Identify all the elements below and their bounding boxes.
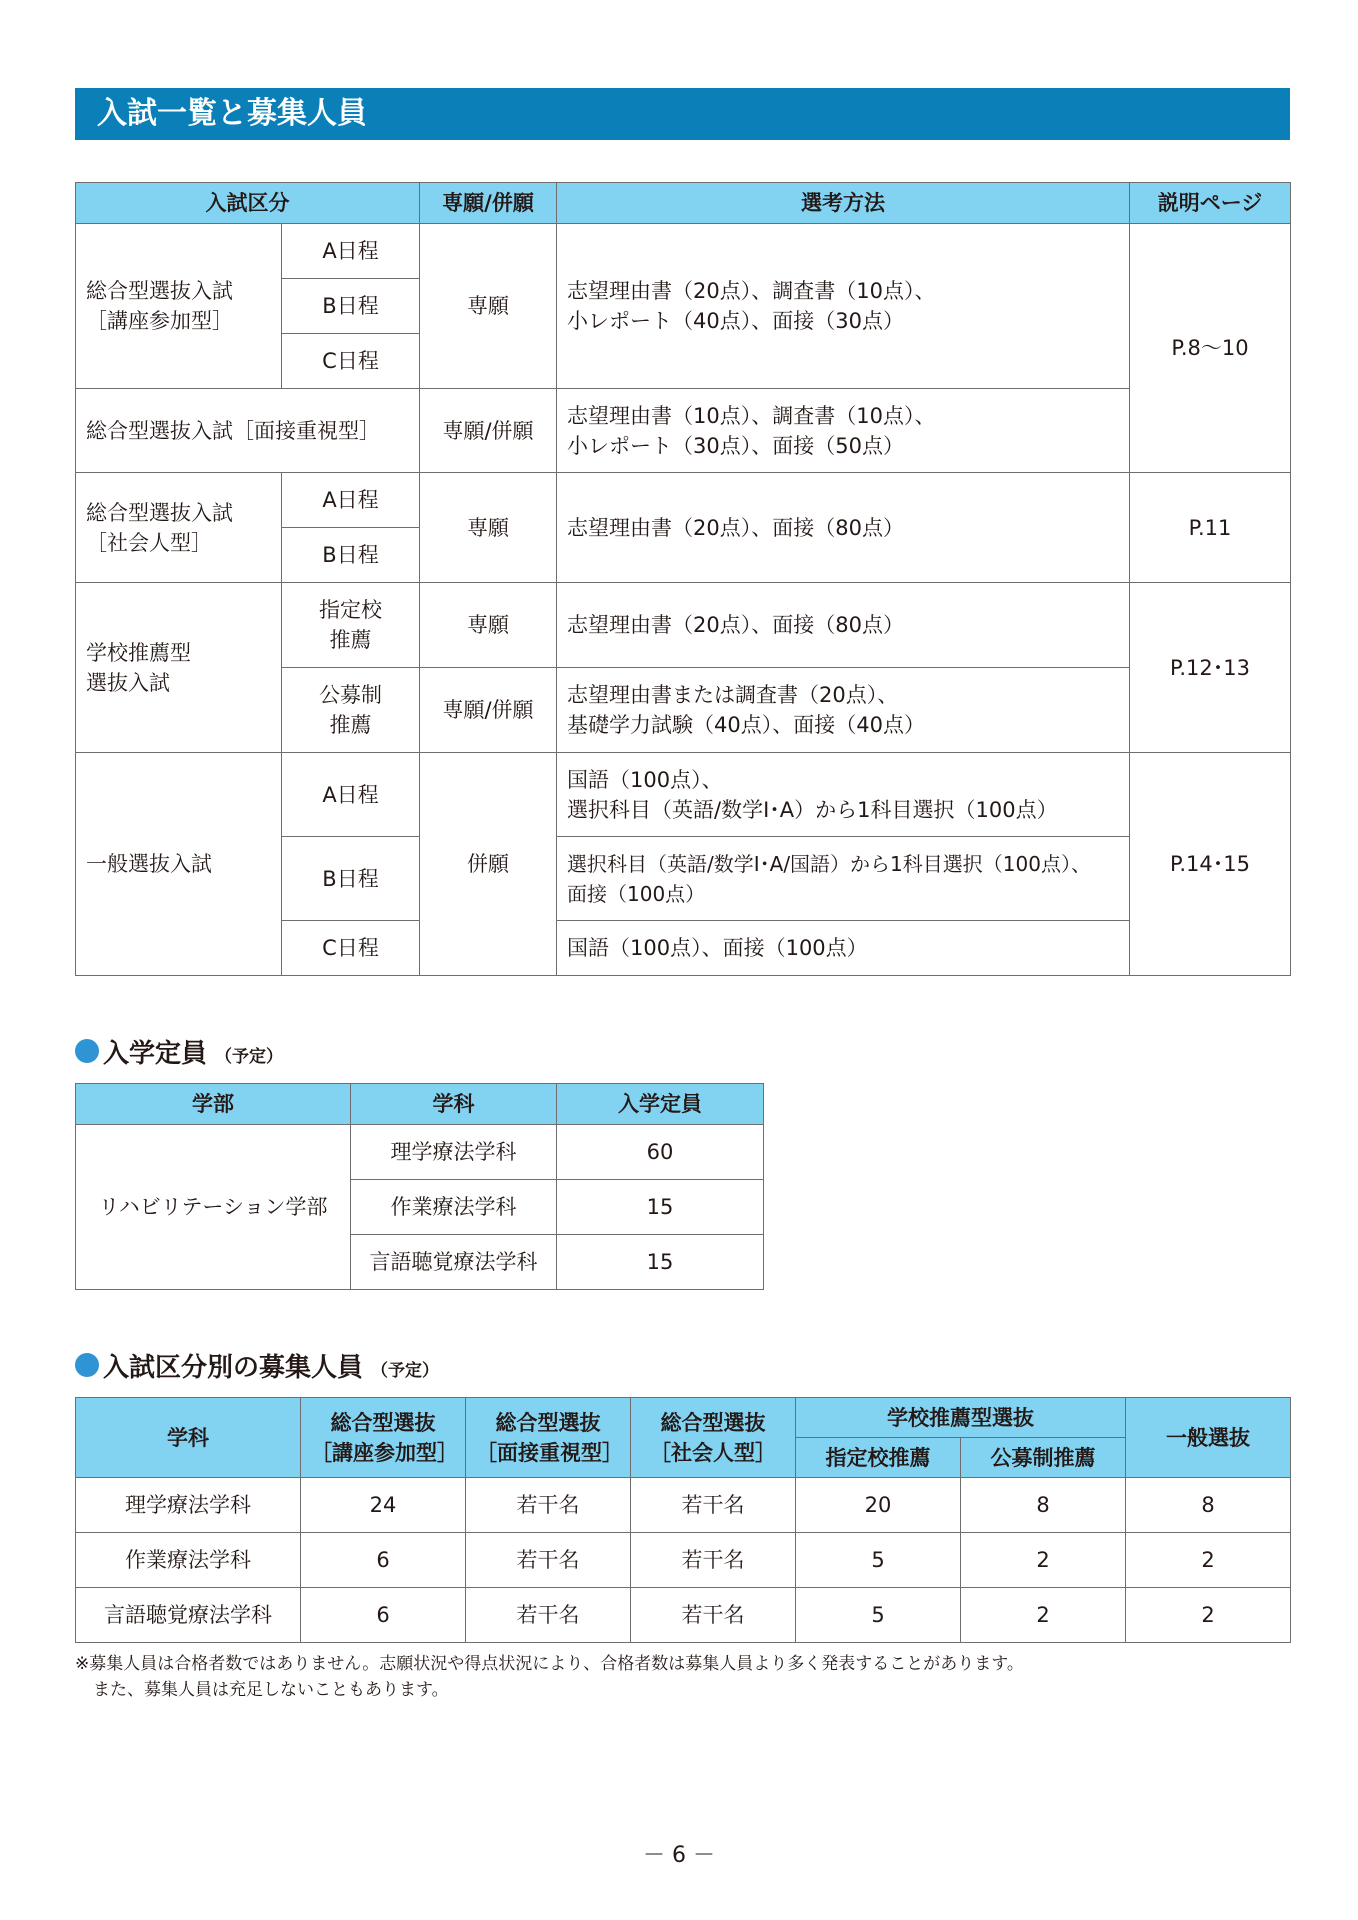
schedule-cell: B日程 bbox=[282, 837, 420, 921]
capacity-cell: 15 bbox=[557, 1235, 764, 1290]
department-cell: 作業療法学科 bbox=[351, 1180, 557, 1235]
application-type-cell: 併願 bbox=[420, 753, 557, 976]
application-type-cell: 専願 bbox=[420, 473, 557, 583]
page-number: － 6 － bbox=[643, 1843, 715, 1868]
schedule-cell: 指定校 推薦 bbox=[282, 583, 420, 668]
table-row bbox=[76, 473, 1291, 528]
recruit-table bbox=[75, 1397, 1291, 1643]
schedule-cell: B日程 bbox=[282, 528, 420, 583]
capacity-table bbox=[75, 1083, 764, 1290]
value-cell: 5 bbox=[796, 1588, 961, 1643]
value-cell: 2 bbox=[961, 1533, 1126, 1588]
value-cell: 若干名 bbox=[631, 1478, 796, 1533]
value-cell: 若干名 bbox=[631, 1588, 796, 1643]
selection-method-cell: 国語（100点）、面接（100点） bbox=[557, 921, 1130, 976]
info-page-cell: P.14･15 bbox=[1130, 753, 1291, 976]
value-cell: 8 bbox=[1126, 1478, 1291, 1533]
value-cell: 6 bbox=[301, 1533, 466, 1588]
info-page-cell: P.11 bbox=[1130, 473, 1291, 583]
schedule-cell: B日程 bbox=[282, 279, 420, 334]
footnote: ※募集人員は合格者数ではありません。志願状況や得点状況により、合格者数は募集人員より多く発表することがあります。 また、募集人員は充足しないこともあります。 bbox=[75, 1654, 1024, 1700]
header-application-type: 専願/併願 bbox=[420, 183, 557, 224]
selection-method-cell: 選択科目（英語/数学Ⅰ･A/国語）から1科目選択（100点）、 面接（100点） bbox=[557, 837, 1130, 921]
bullet-dot-icon bbox=[75, 1353, 99, 1377]
value-cell: 若干名 bbox=[466, 1478, 631, 1533]
header-info-page: 説明ページ bbox=[1130, 183, 1291, 224]
capacity-heading: 入学定員 （予定） bbox=[75, 1034, 283, 1068]
header-department: 学科 bbox=[351, 1084, 557, 1125]
header-capacity: 入学定員 bbox=[557, 1084, 764, 1125]
selection-method-cell: 志望理由書（10点）、調査書（10点）、 小レポート（30点）、面接（50点） bbox=[557, 389, 1130, 473]
value-cell: 6 bbox=[301, 1588, 466, 1643]
application-type-cell: 専願 bbox=[420, 583, 557, 668]
header-sogo-koza: 総合型選抜 ［講座参加型］ bbox=[301, 1398, 466, 1478]
value-cell: 2 bbox=[1126, 1533, 1291, 1588]
schedule-cell: C日程 bbox=[282, 921, 420, 976]
table-row bbox=[76, 1588, 1291, 1643]
table-header-row bbox=[76, 183, 1291, 224]
value-cell: 8 bbox=[961, 1478, 1126, 1533]
schedule-cell: A日程 bbox=[282, 473, 420, 528]
table-header-row bbox=[76, 1398, 1291, 1438]
value-cell: 24 bbox=[301, 1478, 466, 1533]
exam-category-cell: 総合型選抜入試 ［社会人型］ bbox=[76, 473, 282, 583]
value-cell: 2 bbox=[961, 1588, 1126, 1643]
exam-category-cell: 総合型選抜入試 ［講座参加型］ bbox=[76, 224, 282, 389]
selection-method-cell: 志望理由書（20点）、調査書（10点）、 小レポート（40点）、面接（30点） bbox=[557, 224, 1130, 389]
department-cell: 理学療法学科 bbox=[351, 1125, 557, 1180]
schedule-cell: C日程 bbox=[282, 334, 420, 389]
value-cell: 若干名 bbox=[631, 1533, 796, 1588]
value-cell: 20 bbox=[796, 1478, 961, 1533]
header-designated-school: 指定校推薦 bbox=[796, 1438, 961, 1478]
selection-method-cell: 志望理由書（20点）、面接（80点） bbox=[557, 473, 1130, 583]
info-page-cell: P.8～10 bbox=[1130, 224, 1291, 473]
value-cell: 5 bbox=[796, 1533, 961, 1588]
selection-method-cell: 志望理由書または調査書（20点）、 基礎学力試験（40点）、面接（40点） bbox=[557, 668, 1130, 753]
table-row bbox=[76, 1478, 1291, 1533]
bullet-dot-icon bbox=[75, 1039, 99, 1063]
table-row bbox=[76, 1125, 764, 1180]
header-sogo-mensetsu: 総合型選抜 ［面接重視型］ bbox=[466, 1398, 631, 1478]
schedule-cell: 公募制 推薦 bbox=[282, 668, 420, 753]
selection-method-cell: 国語（100点）、 選択科目（英語/数学Ⅰ･A）から1科目選択（100点） bbox=[557, 753, 1130, 837]
table-row bbox=[76, 753, 1291, 837]
header-selection-method: 選考方法 bbox=[557, 183, 1130, 224]
header-exam-category: 入試区分 bbox=[76, 183, 420, 224]
exam-category-cell: 学校推薦型 選抜入試 bbox=[76, 583, 282, 753]
table-row bbox=[76, 389, 1291, 473]
table-row bbox=[76, 1533, 1291, 1588]
value-cell: 若干名 bbox=[466, 1533, 631, 1588]
table-row bbox=[76, 583, 1291, 668]
department-cell: 言語聴覚療法学科 bbox=[76, 1588, 301, 1643]
application-type-cell: 専願/併願 bbox=[420, 668, 557, 753]
recruit-heading: 入試区分別の募集人員 （予定） bbox=[75, 1348, 439, 1382]
header-general: 一般選抜 bbox=[1126, 1398, 1291, 1478]
exam-category-cell: 一般選抜入試 bbox=[76, 753, 282, 976]
schedule-cell: A日程 bbox=[282, 753, 420, 837]
header-sogo-shakaijin: 総合型選抜 ［社会人型］ bbox=[631, 1398, 796, 1478]
selection-method-cell: 志望理由書（20点）、面接（80点） bbox=[557, 583, 1130, 668]
exam-list-table bbox=[75, 182, 1291, 976]
capacity-cell: 15 bbox=[557, 1180, 764, 1235]
application-type-cell: 専願 bbox=[420, 224, 557, 389]
table-header-row bbox=[76, 1084, 764, 1125]
value-cell: 若干名 bbox=[466, 1588, 631, 1643]
value-cell: 2 bbox=[1126, 1588, 1291, 1643]
department-cell: 作業療法学科 bbox=[76, 1533, 301, 1588]
department-cell: 理学療法学科 bbox=[76, 1478, 301, 1533]
faculty-cell: リハビリテーション学部 bbox=[76, 1125, 351, 1290]
header-school-recommendation: 学校推薦型選抜 bbox=[796, 1398, 1126, 1438]
table-row bbox=[76, 224, 1291, 279]
application-type-cell: 専願/併願 bbox=[420, 389, 557, 473]
page-title: 入試一覧と募集人員 bbox=[75, 88, 1290, 140]
header-public-recruitment: 公募制推薦 bbox=[961, 1438, 1126, 1478]
capacity-cell: 60 bbox=[557, 1125, 764, 1180]
info-page-cell: P.12･13 bbox=[1130, 583, 1291, 753]
header-faculty: 学部 bbox=[76, 1084, 351, 1125]
schedule-cell: A日程 bbox=[282, 224, 420, 279]
exam-category-cell: 総合型選抜入試［面接重視型］ bbox=[76, 389, 420, 473]
department-cell: 言語聴覚療法学科 bbox=[351, 1235, 557, 1290]
header-department: 学科 bbox=[76, 1398, 301, 1478]
